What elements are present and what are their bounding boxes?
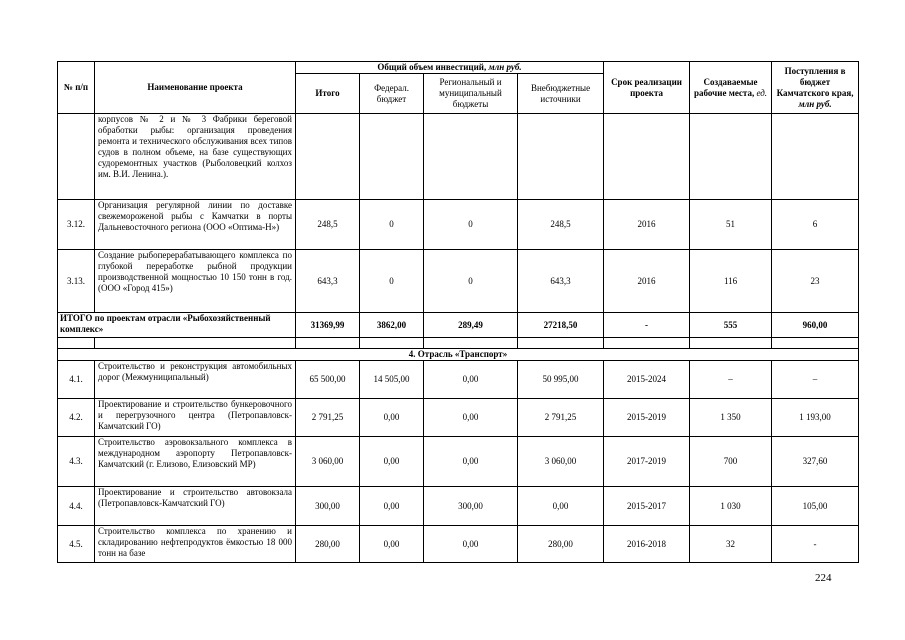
row-num: 3.13. [58, 250, 95, 313]
table-row [58, 361, 859, 399]
federal-cell: 0,00 [360, 487, 424, 526]
federal-cell: 0 [360, 250, 424, 313]
total-cell: 65 500,00 [296, 361, 360, 399]
term-cell: 2015-2017 [604, 487, 690, 526]
federal-cell: 0 [360, 200, 424, 250]
header-row-1 [58, 62, 859, 74]
subtotal-total: 31369,99 [296, 313, 360, 338]
federal-cell: 0,00 [360, 526, 424, 563]
federal-cell: 0,00 [360, 437, 424, 487]
revenue-cell: 23 [772, 250, 859, 313]
jobs-cell: 116 [690, 250, 772, 313]
table-row [58, 487, 859, 526]
col-header-term: Срок реализации проекта [604, 62, 690, 114]
table-row [58, 250, 859, 313]
jobs-cell: 32 [690, 526, 772, 563]
project-name: Проектирование и строительство бункеровочного и перегрузочного центра (Петропавловск-Камчатский ГО) [95, 399, 296, 437]
term-cell [604, 114, 690, 200]
revenue-cell: 105,00 [772, 487, 859, 526]
spacer-row [58, 338, 859, 349]
table-row [58, 399, 859, 437]
term-cell: 2015-2019 [604, 399, 690, 437]
total-cell [296, 114, 360, 200]
revenue-cell: – [772, 361, 859, 399]
revenue-cell: - [772, 526, 859, 563]
jobs-cell: – [690, 361, 772, 399]
row-num: 3.12. [58, 200, 95, 250]
subtotal-jobs: 555 [690, 313, 772, 338]
jobs-cell: 700 [690, 437, 772, 487]
offbudget-cell: 643,3 [518, 250, 604, 313]
project-name: Строительство и реконструкция автомобильных дорог (Межмуниципальный) [95, 361, 296, 399]
regional-cell [424, 114, 518, 200]
term-cell: 2017-2019 [604, 437, 690, 487]
table-row [58, 114, 859, 200]
federal-cell [360, 114, 424, 200]
project-name: корпусов № 2 и № 3 Фабрики береговой обработки рыбы: организация проведения ремонта и технического обслуживания всех типов судов в полном объеме, на базе существующих судоремонтных участков (Рыболовецкий колхоз им. В.И. Ленина.). [95, 114, 296, 200]
regional-cell: 300,00 [424, 487, 518, 526]
term-cell: 2016-2018 [604, 526, 690, 563]
regional-cell: 0 [424, 250, 518, 313]
subtotal-federal: 3862,00 [360, 313, 424, 338]
total-cell: 248,5 [296, 200, 360, 250]
subtotal-row [58, 313, 859, 338]
col-header-jobs: Создаваемые рабочие места, ед. [690, 62, 772, 114]
total-cell: 300,00 [296, 487, 360, 526]
project-name: Строительство комплекса по хранению и складированию нефтепродуктов ёмкостью 18 000 тонн на базе [95, 526, 296, 563]
offbudget-cell: 3 060,00 [518, 437, 604, 487]
subtotal-term: - [604, 313, 690, 338]
investment-table-page [57, 61, 858, 563]
regional-cell: 0,00 [424, 526, 518, 563]
term-cell: 2015-2024 [604, 361, 690, 399]
row-num [58, 114, 95, 200]
revenue-cell: 6 [772, 200, 859, 250]
subtotal-label: ИТОГО по проектам отрасли «Рыбохозяйственный комплекс» [58, 313, 296, 338]
project-name: Организация регулярной линии по доставке свежемороженой рыбы с Камчатки в порты Дальневосточного региона (ООО «Оптима-Н») [95, 200, 296, 250]
offbudget-cell: 0,00 [518, 487, 604, 526]
row-num: 4.1. [58, 361, 95, 399]
page-number: 224 [815, 572, 832, 584]
col-header-revenue: Поступления в бюджет Камчатского края, млн руб. [772, 62, 859, 114]
offbudget-cell [518, 114, 604, 200]
row-num: 4.3. [58, 437, 95, 487]
offbudget-cell: 248,5 [518, 200, 604, 250]
total-cell: 643,3 [296, 250, 360, 313]
project-name: Проектирование и строительство автовокзала (Петропавловск-Камчатский ГО) [95, 487, 296, 526]
regional-cell: 0 [424, 200, 518, 250]
regional-cell: 0,00 [424, 361, 518, 399]
regional-cell: 0,00 [424, 437, 518, 487]
revenue-cell: 1 193,00 [772, 399, 859, 437]
table-row [58, 526, 859, 563]
offbudget-cell: 50 995,00 [518, 361, 604, 399]
row-num: 4.2. [58, 399, 95, 437]
project-name: Создание рыбоперерабатывающего комплекса по глубокой переработке рыбной продукции производственной мощностью 10 150 тонн в год. (ООО «Город 415») [95, 250, 296, 313]
subtotal-regional: 289,49 [424, 313, 518, 338]
subtotal-offbudget: 27218,50 [518, 313, 604, 338]
col-header-offbudget: Внебюджетные источники [518, 74, 604, 114]
section-title: 4. Отрасль «Транспорт» [58, 349, 859, 361]
total-cell: 2 791,25 [296, 399, 360, 437]
project-name: Строительство аэровокзального комплекса в международном аэропорту Петропавловск-Камчатский (г. Елизово, Елизовский МР) [95, 437, 296, 487]
table-row [58, 437, 859, 487]
term-cell: 2016 [604, 250, 690, 313]
col-header-num: № п/п [58, 62, 95, 114]
table-row [58, 200, 859, 250]
jobs-cell [690, 114, 772, 200]
federal-cell: 14 505,00 [360, 361, 424, 399]
revenue-cell [772, 114, 859, 200]
jobs-cell: 1 030 [690, 487, 772, 526]
col-header-total: Итого [296, 74, 360, 114]
col-header-investment-group: Общий объем инвестиций, млн руб. [296, 62, 604, 74]
jobs-cell: 1 350 [690, 399, 772, 437]
offbudget-cell: 280,00 [518, 526, 604, 563]
total-cell: 3 060,00 [296, 437, 360, 487]
regional-cell: 0,00 [424, 399, 518, 437]
total-cell: 280,00 [296, 526, 360, 563]
jobs-cell: 51 [690, 200, 772, 250]
offbudget-cell: 2 791,25 [518, 399, 604, 437]
revenue-cell: 327,60 [772, 437, 859, 487]
col-header-regional: Региональный и муниципальный бюджеты [424, 74, 518, 114]
federal-cell: 0,00 [360, 399, 424, 437]
row-num: 4.5. [58, 526, 95, 563]
term-cell: 2016 [604, 200, 690, 250]
row-num: 4.4. [58, 487, 95, 526]
col-header-name: Наименование проекта [95, 62, 296, 114]
investment-projects-table [57, 61, 859, 563]
subtotal-revenue: 960,00 [772, 313, 859, 338]
section-header-row [58, 349, 859, 361]
col-header-federal: Федерал. бюджет [360, 74, 424, 114]
